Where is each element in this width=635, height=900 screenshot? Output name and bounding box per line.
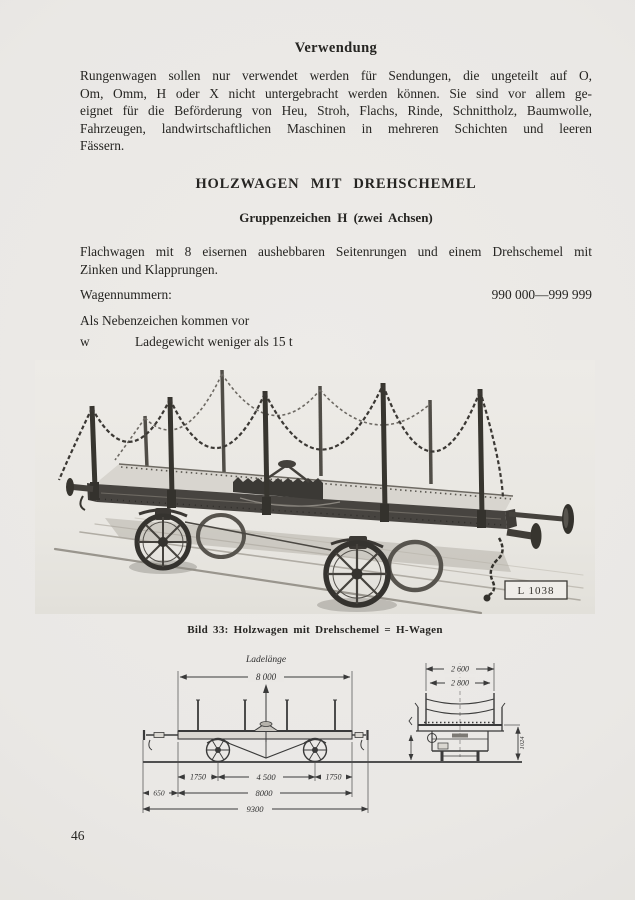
usage-line: Fahrzeugen, landwirtschaftlichen Maschinen in mehreren Schichten und leeren [80,120,592,136]
section-title-verwendung: Verwendung [294,40,378,56]
load-length-label: Ladelänge [245,655,287,666]
dim-frame-length: 8000 [255,787,273,798]
usage-line: eignet für die Beförderung von Heu, Stroh, Flachs, Rinde, Schnittholz, Baumwolle, [80,103,592,119]
group-symbol-subtitle: Gruppenzeichen H (zwei Achsen) [239,209,433,225]
end-view [409,663,526,761]
wagon-numbers-label: Wagennummern: [80,287,172,303]
usage-line: Rungenwagen sollen nur verwendet werden für Sendungen, die ungeteilt auf O, [80,68,592,83]
wagon-photo [35,360,595,636]
dimension-drawing [130,647,545,830]
dim-buffer-overhang: 650 [153,788,165,798]
photo-stamp [505,581,567,599]
side-view [144,684,368,762]
dimension-drawing-svg [130,647,545,825]
left-wheel [137,516,189,568]
usage-line: Fässern. [80,138,125,154]
dim-right-overhang: 1750 [325,772,342,782]
usage-paragraph [80,67,592,155]
photo-caption: Bild 33: Holzwagen mit Drehschemel = H-Wagen [187,624,443,637]
usage-line: Om, Omm, H oder X nicht untergebracht werden können. Sie sind vor allem ge- [80,85,592,101]
photo-stamp-text: L 1038 [517,585,555,598]
note-intro: Als Nebenzeichen kommen vor [80,313,250,329]
dim-width-inner: 2 800 [451,678,469,688]
dim-total-length: 9300 [246,803,264,814]
dim-axle-base: 4 500 [256,771,276,782]
section-title-holzwagen: HOLZWAGEN MIT DREHSCHEMEL [195,175,477,192]
wagon-numbers-value: 990 000—999 999 [491,287,592,303]
right-wheel [326,543,388,605]
wagon-photo-illustration [35,360,595,614]
page-number: 46 [71,828,85,843]
note-code: w [80,334,90,350]
note-row [80,334,592,350]
description-line: Zinken und Klapprungen. [80,261,218,277]
note-text: Ladegewicht weniger als 15 t [135,334,293,350]
dim-left-overhang: 1750 [190,772,206,782]
dim-height: 1024 [519,736,526,750]
dim-load-length: 8 000 [255,672,277,683]
wagon-numbers-row [80,287,592,303]
dim-width-outer: 2 600 [451,664,469,674]
wagon-description [80,243,592,278]
description-line: Flachwagen mit 8 eisernen aushebbaren Seitenrungen und einem Drehschemel mit [80,243,592,259]
